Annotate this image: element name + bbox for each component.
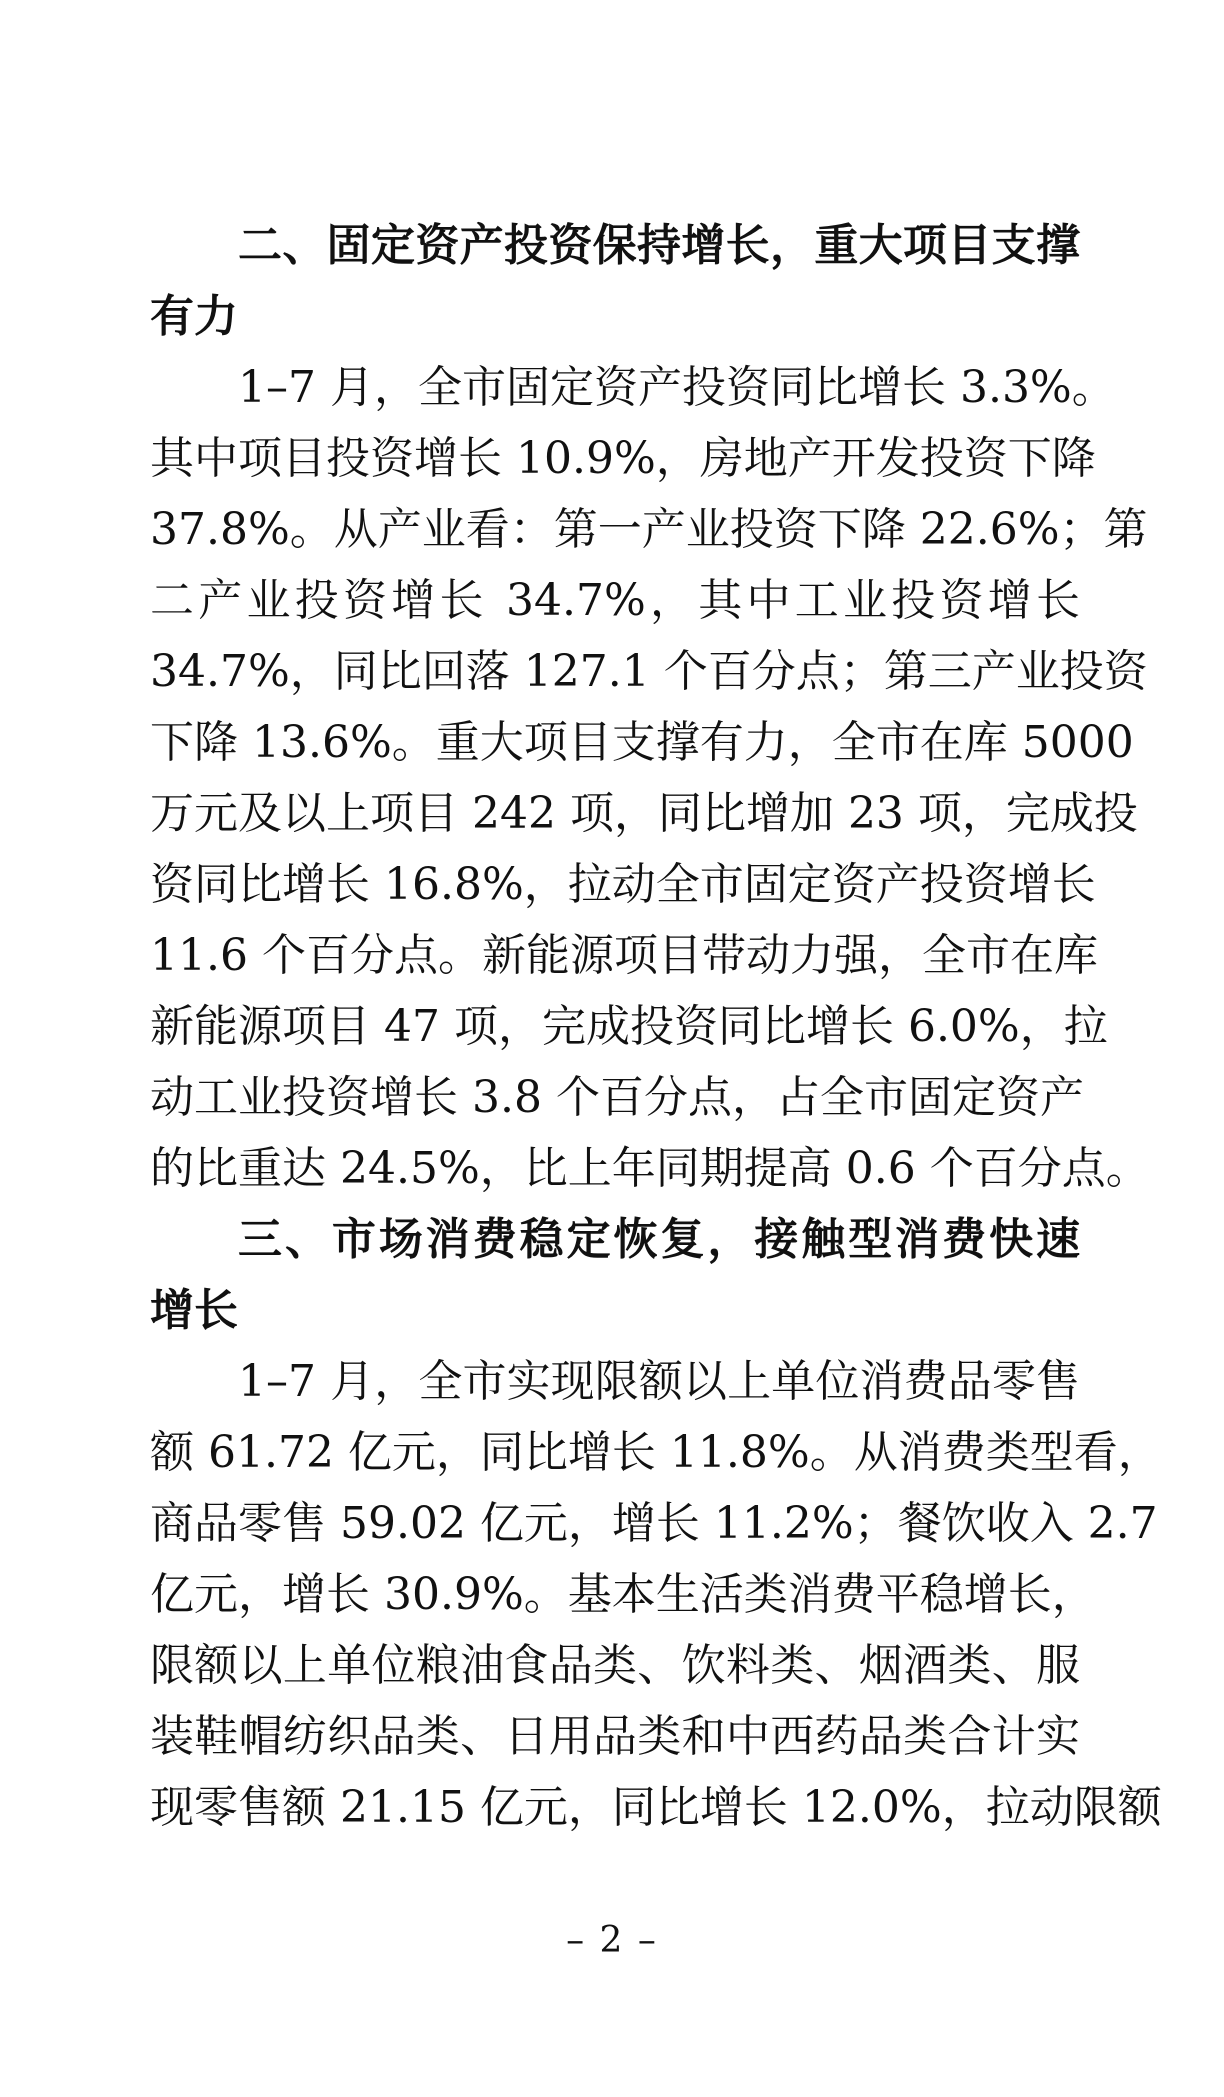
paragraph-line: 1–7 月，全市固定资产投资同比增长 3.3%。 [238, 362, 1116, 413]
page-number: – 2 – [566, 1920, 658, 1961]
section-market-consumption [150, 1204, 1162, 1843]
paragraph-line: 新能源项目 47 项，完成投资同比增长 6.0%，拉 [150, 1001, 1108, 1052]
paragraph-line: 商品零售 59.02 亿元，增长 11.2%；餐饮收入 2.7 [150, 1498, 1158, 1549]
paragraph-line: 资同比增长 16.8%，拉动全市固定资产投资增长 [150, 859, 1096, 910]
paragraph-line: 限额以上单位粮油食品类、饮料类、烟酒类、服 [150, 1640, 1080, 1691]
paragraph-line: 1–7 月，全市实现限额以上单位消费品零售 [238, 1356, 1080, 1407]
paragraph-line: 37.8%。从产业看：第一产业投资下降 22.6%；第 [150, 504, 1148, 555]
paragraph-line: 万元及以上项目 242 项，同比增加 23 项，完成投 [150, 788, 1138, 839]
paragraph-line: 装鞋帽纺织品类、日用品类和中西药品类合计实 [150, 1711, 1080, 1762]
section-heading-line: 有力 [150, 291, 238, 342]
paragraph-line: 下降 13.6%。重大项目支撑有力，全市在库 5000 [150, 717, 1134, 768]
paragraph-line: 34.7%，同比回落 127.1 个百分点；第三产业投资 [150, 646, 1148, 697]
paragraph-line: 动工业投资增长 3.8 个百分点，占全市固定资产 [150, 1072, 1084, 1123]
paragraph-line: 的比重达 24.5%，比上年同期提高 0.6 个百分点。 [150, 1143, 1150, 1194]
section-heading-line: 增长 [150, 1285, 238, 1336]
paragraph-line: 二产业投资增长 34.7%，其中工业投资增长 [150, 575, 1080, 626]
paragraph-line: 其中项目投资增长 10.9%，房地产开发投资下降 [150, 433, 1096, 484]
document-body [150, 210, 1162, 1843]
section-heading-line: 三、市场消费稳定恢复，接触型消费快速 [238, 1214, 1080, 1265]
section-heading-line: 二、固定资产投资保持增长，重大项目支撑 [238, 220, 1080, 271]
paragraph-line: 现零售额 21.15 亿元，同比增长 12.0%，拉动限额 [150, 1782, 1162, 1833]
section-fixed-asset-investment [150, 210, 1150, 1204]
paragraph-line: 额 61.72 亿元，同比增长 11.8%。从消费类型看， [150, 1427, 1162, 1478]
paragraph-line: 11.6 个百分点。新能源项目带动力强，全市在库 [150, 930, 1098, 981]
paragraph-line: 亿元，增长 30.9%。基本生活类消费平稳增长， [150, 1569, 1096, 1620]
